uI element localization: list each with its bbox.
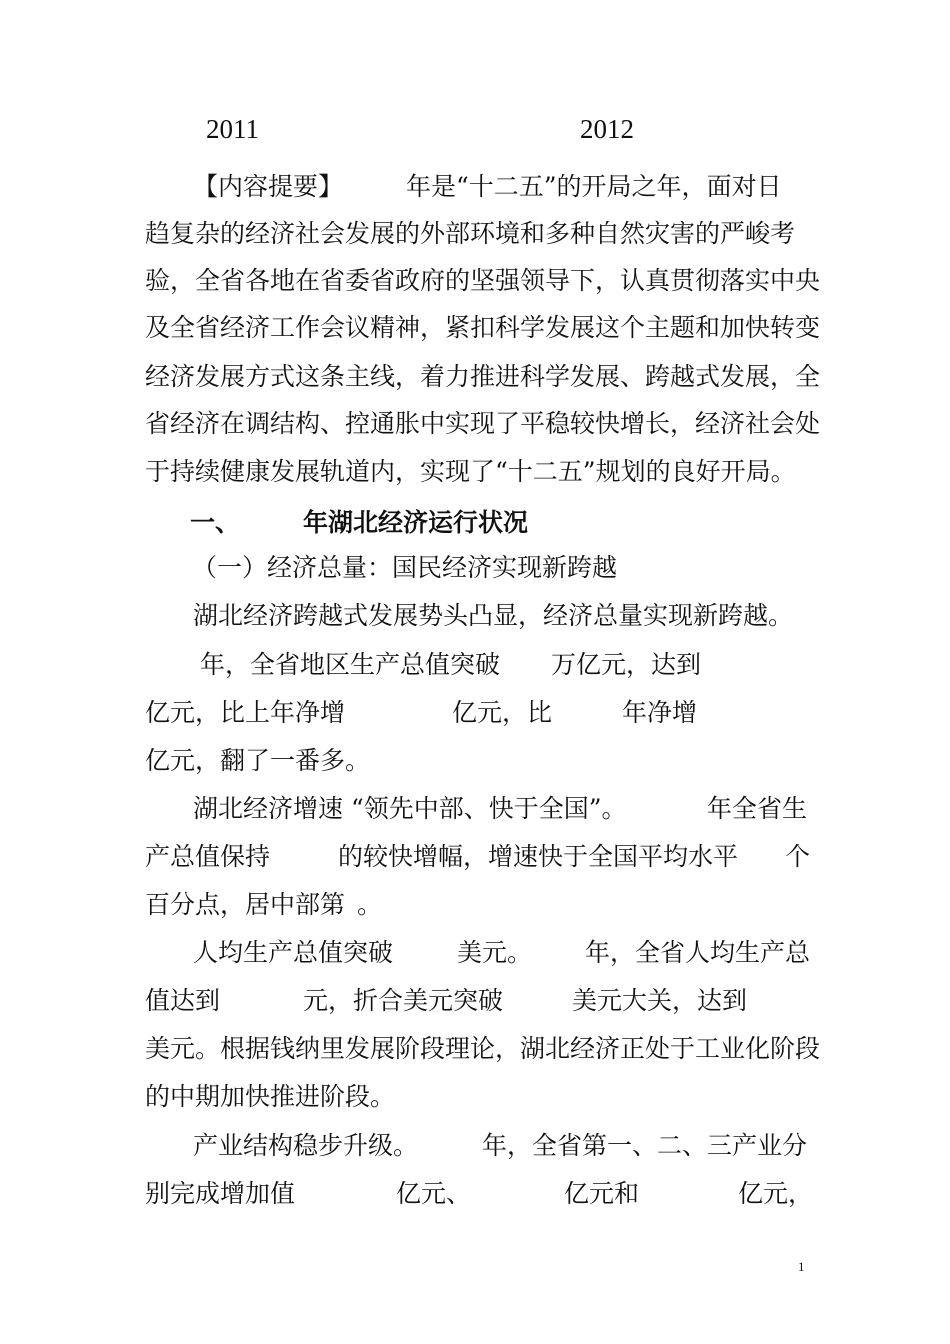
p3-line-3: 美元。根据钱纳里发展阶段理论，湖北经济正处于工业化阶段 [145, 1034, 821, 1063]
p2-line-2c: 个 [785, 842, 811, 871]
p2-line-3a: 百分点，居中部第 [145, 890, 346, 919]
abstract-line-7: 于持续健康发展轨道内，实现了“十二五”规划的良好开局。 [145, 457, 796, 486]
p3-line-1b: 美元。 [457, 938, 533, 967]
p4-line-2b: 亿元、 [396, 1179, 472, 1208]
abstract-line-3: 验，全省各地在省委省政府的坚强领导下，认真贯彻落实中央 [145, 266, 821, 295]
p3-line-2a: 值达到 [145, 986, 221, 1015]
p3-line-4: 的中期加快推进阶段。 [145, 1082, 396, 1111]
abstract-line-4: 及全省经济工作会议精神，紧扣科学发展这个主题和加快转变 [145, 313, 821, 342]
p4-line-1b: 年，全省第一、二、三产业分 [482, 1131, 808, 1160]
p4-line-1a: 产业结构稳步升级。 [193, 1131, 419, 1160]
p3-line-1a: 人均生产总值突破 [193, 938, 394, 967]
p4-line-2d: 亿元， [738, 1179, 814, 1208]
p1-line-1: 湖北经济跨越式发展势头凸显，经济总量实现新跨越。 [193, 601, 794, 630]
p2-line-2a: 产总值保持 [145, 842, 271, 871]
p1-line-3c: 年净增 [622, 698, 698, 727]
abstract-line-1: 年是“十二五”的开局之年，面对日 [406, 172, 782, 201]
p1-line-2a: 年，全省地区生产总值突破 [200, 650, 501, 679]
section-title: 年湖北经济运行状况 [303, 508, 529, 537]
p1-line-3b: 亿元，比 [452, 698, 553, 727]
p2-line-2b: 的较快增幅，增速快于全国平均水平 [338, 842, 739, 871]
page-number: 1 [798, 1259, 805, 1274]
title-year-2011: 2011 [206, 114, 259, 144]
abstract-label: 【内容提要】 [193, 172, 344, 201]
p2-line-3b: 。 [357, 890, 383, 919]
abstract-line-2: 趋复杂的经济社会发展的外部环境和多种自然灾害的严峻考 [145, 219, 796, 248]
p2-line-1b: 年全省生 [707, 794, 808, 823]
title-year-2012: 2012 [580, 114, 634, 144]
p3-line-2b: 元，折合美元突破 [303, 986, 504, 1015]
subsection-title: （一）经济总量：国民经济实现新跨越 [192, 553, 618, 582]
abstract-line-5: 经济发展方式这条主线，着力推进科学发展、跨越式发展，全 [145, 362, 821, 391]
abstract-line-6: 省经济在调结构、控通胀中实现了平稳较快增长，经济社会处 [145, 409, 821, 438]
p1-line-4: 亿元，翻了一番多。 [145, 746, 371, 775]
p3-line-1c: 年，全省人均生产总 [585, 938, 811, 967]
p1-line-3a: 亿元，比上年净增 [145, 698, 346, 727]
p4-line-2c: 亿元和 [564, 1179, 640, 1208]
p1-line-2b: 万亿元，达到 [551, 650, 702, 679]
section-number: 一、 [190, 508, 241, 537]
p2-line-1a: 湖北经济增速 “领先中部、快于全国”。 [193, 794, 627, 823]
p3-line-2c: 美元大关，达到 [572, 986, 748, 1015]
p4-line-2a: 别完成增加值 [145, 1179, 296, 1208]
